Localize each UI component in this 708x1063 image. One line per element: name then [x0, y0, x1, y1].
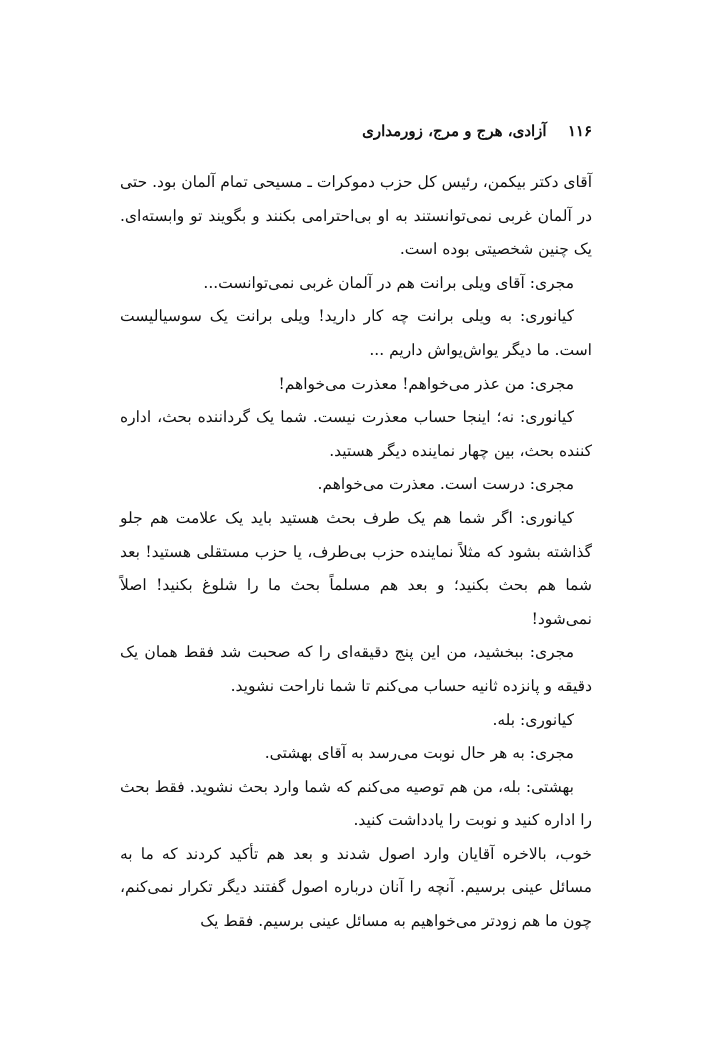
- running-title: آزادی، هرج و مرج، زورمداری: [362, 122, 547, 140]
- paragraph: آقای دکتر بیکمن، رئیس کل حزب دموکرات ـ مسیحی تمام آلمان بود. حتی در آلمان غربی نمی‌توانستند به او بی‌احترامی بکنند و بگویند تو وابسته‌ای. یک چنین شخصیتی بوده است.: [120, 173, 592, 259]
- paragraph: کیانوری: به ویلی برانت چه کار دارید! ویلی برانت یک سوسیالیست است. ما دیگر یواش‌یواش داریم ...: [120, 307, 592, 359]
- paragraph: کیانوری: اگر شما هم یک طرف بحث هستید باید یک علامت هم جلو گذاشته بشود که مثلاً نماینده حزب بی‌طرف، یا حزب مستقلی هستید! بعد شما هم بحث بکنید؛ و بعد هم مسلماً بحث ما را شلوغ بکنید! اصلاً نمی‌شود!: [120, 508, 592, 628]
- paragraph: کیانوری: بله.: [492, 710, 574, 729]
- paragraph: مجری: درست است. معذرت می‌خواهم.: [317, 475, 574, 494]
- paragraph: کیانوری: نه؛ اینجا حساب معذرت نیست. شما یک گرداننده بحث، اداره کننده بحث، بین چهار نماینده دیگر هستید.: [120, 408, 592, 460]
- paragraph: مجری: آقای ویلی برانت هم در آلمان غربی نمی‌توانست...: [203, 273, 574, 292]
- page-number: ۱۱۶: [567, 122, 592, 140]
- paragraph: مجری: ببخشید، من این پنج دقیقه‌ای را که صحبت شد فقط همان یک دقیقه و پانزده ثانیه حساب می‌کنم تا شما ناراحت نشوید.: [120, 643, 592, 695]
- paragraph: مجری: به هر حال نوبت می‌رسد به آقای بهشتی.: [264, 744, 574, 763]
- paragraph: بهشتی: بله، من هم توصیه می‌کنم که شما وارد بحث نشوید. فقط بحث را اداره کنید و نوبت را یادداشت کنید.: [120, 777, 592, 830]
- paragraph: خوب، بالاخره آقایان وارد اصول شدند و بعد هم تأکید کردند که ما به مسائل عینی برسیم. آنچه را آنان درباره اصول گفتند دیگر تکرار نمی‌کنم، چون ما هم زودتر می‌خواهیم به مسائل عینی برسیم. فقط یک: [120, 844, 592, 931]
- paragraph: مجری: من عذر می‌خواهم! معذرت می‌خواهم!: [278, 374, 574, 393]
- page-header: [120, 122, 592, 144]
- body-text: [120, 166, 592, 939]
